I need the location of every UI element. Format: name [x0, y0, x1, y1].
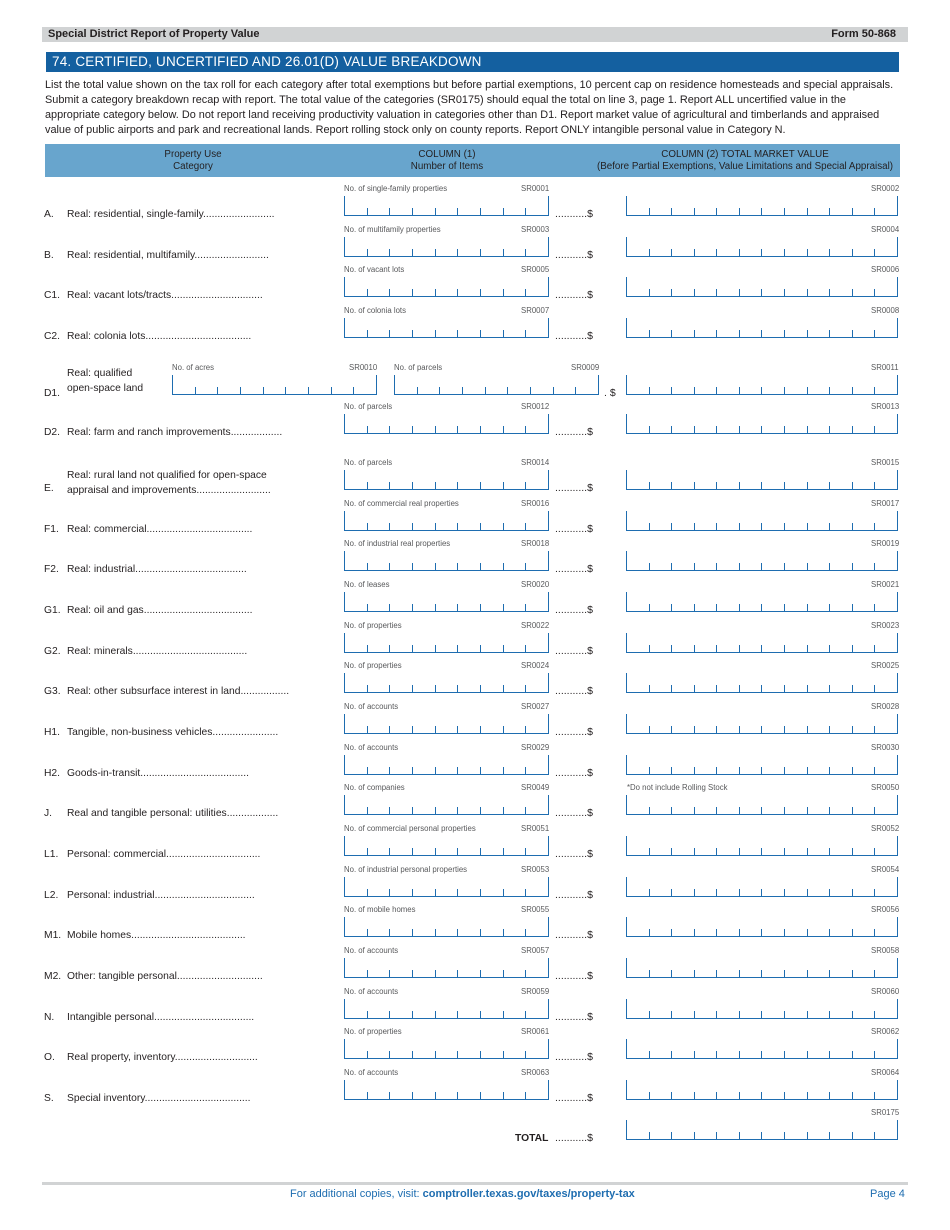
category-letter: G3.: [44, 686, 61, 697]
category-label: Real: oil and gas......................................: [67, 605, 253, 616]
count-code: SR0014: [521, 458, 550, 467]
value-leader: ...........$: [555, 1051, 593, 1063]
count-label: No. of parcels: [344, 458, 393, 467]
value-code: SR0054: [871, 865, 900, 874]
value-code: SR0062: [871, 1027, 900, 1036]
value-leader: ...........$: [555, 1092, 593, 1104]
value-code: SR0021: [871, 580, 900, 589]
category-row: [0, 578, 950, 619]
value-input[interactable]: [626, 714, 898, 734]
count-column-header: COLUMN (1) Number of Items: [410, 149, 484, 172]
value-code: SR0050: [871, 783, 900, 792]
value-input[interactable]: [626, 318, 898, 338]
acres-code: SR0010: [349, 363, 378, 372]
category-letter: H2.: [44, 768, 61, 779]
count-label: No. of commercial personal properties: [344, 824, 476, 833]
page-header: [42, 27, 908, 42]
value-input[interactable]: [626, 795, 898, 815]
value-code: SR0017: [871, 499, 900, 508]
value-leader: ...........$: [555, 929, 593, 941]
count-code: SR0053: [521, 865, 550, 874]
count-label: No. of single-family properties: [344, 184, 448, 193]
count-code: SR0027: [521, 702, 550, 711]
value-input[interactable]: [626, 277, 898, 297]
value-leader: ...........$: [555, 970, 593, 982]
section-title: 74. CERTIFIED, UNCERTIFIED AND 26.01(D) VALUE BREAKDOWN: [46, 52, 899, 72]
count-label: No. of companies: [344, 783, 405, 792]
total-row: [0, 1106, 950, 1147]
count-label: No. of mobile homes: [344, 905, 416, 914]
category-letter: F2.: [44, 564, 59, 575]
count-input[interactable]: [344, 470, 549, 490]
value-code: SR0052: [871, 824, 900, 833]
count-code: SR0061: [521, 1027, 550, 1036]
count-label: No. of accounts: [344, 1068, 399, 1077]
value-leader: ...........$: [555, 685, 593, 697]
value-leader: ...........$: [555, 1132, 593, 1144]
category-label: Real property, inventory.............................: [67, 1052, 258, 1063]
count-input[interactable]: [344, 511, 549, 531]
count-input[interactable]: [344, 237, 549, 257]
value-input[interactable]: [626, 511, 898, 531]
value-leader: ...........$: [555, 889, 593, 901]
count-label: No. of leases: [344, 580, 390, 589]
category-label: Real: qualified open-space land: [67, 368, 144, 394]
count-code: SR0049: [521, 783, 550, 792]
value-leader: ...........$: [555, 1011, 593, 1023]
category-row: [0, 361, 950, 402]
category-letter: F1.: [44, 524, 59, 535]
count-label: No. of commercial real properties: [344, 499, 459, 508]
category-letter: C1.: [44, 290, 61, 301]
category-row: [0, 400, 950, 441]
value-input[interactable]: [626, 755, 898, 775]
parcels-code: SR0009: [571, 363, 600, 372]
category-label: Real: vacant lots/tracts................................: [67, 290, 263, 301]
category-letter: C2.: [44, 331, 61, 342]
category-row: [0, 456, 950, 497]
value-input[interactable]: [626, 917, 898, 937]
category-label: Mobile homes........................................: [67, 930, 246, 941]
value-input[interactable]: [626, 375, 898, 395]
value-code: SR0019: [871, 539, 900, 548]
count-input[interactable]: [344, 277, 549, 297]
parcels-label: No. of parcels: [394, 363, 443, 372]
category-row: [0, 944, 950, 985]
form-number: Form 50-868: [831, 28, 896, 40]
count-input[interactable]: [344, 318, 549, 338]
value-leader: ...........$: [555, 289, 593, 301]
category-label: Real: commercial.....................................: [67, 524, 253, 535]
total-label: TOTAL: [515, 1133, 549, 1144]
value-input[interactable]: [626, 1080, 898, 1100]
count-input[interactable]: [344, 551, 549, 571]
count-code: SR0012: [521, 402, 550, 411]
value-code: SR0008: [871, 306, 900, 315]
category-letter: L2.: [44, 890, 59, 901]
category-letter: M2.: [44, 971, 62, 982]
count-code: SR0018: [521, 539, 550, 548]
value-input[interactable]: [626, 673, 898, 693]
count-label: No. of properties: [344, 661, 402, 670]
count-label: No. of multifamily properties: [344, 225, 441, 234]
category-row: [0, 304, 950, 345]
category-label: Real and tangible personal: utilities..................: [67, 808, 279, 819]
value-leader: ...........$: [555, 645, 593, 657]
category-label: Real: other subsurface interest in land.................: [67, 686, 290, 697]
count-code: SR0007: [521, 306, 550, 315]
footer-divider: [42, 1182, 908, 1185]
count-input[interactable]: [344, 673, 549, 693]
category-row: [0, 781, 950, 822]
value-code: SR0002: [871, 184, 900, 193]
value-code: SR0006: [871, 265, 900, 274]
value-leader: ...........$: [555, 726, 593, 738]
category-letter: E.: [44, 483, 54, 494]
value-input[interactable]: [626, 999, 898, 1019]
value-code: SR0025: [871, 661, 900, 670]
count-code: SR0022: [521, 621, 550, 630]
value-code: SR0013: [871, 402, 900, 411]
category-row: [0, 903, 950, 944]
category-label: Tangible, non-business vehicles.......................: [67, 727, 279, 738]
value-leader: ...........$: [555, 807, 593, 819]
category-letter: N.: [44, 1012, 55, 1023]
category-letter: S.: [44, 1093, 54, 1104]
category-label: Intangible personal...................................: [67, 1012, 255, 1023]
count-code: SR0051: [521, 824, 550, 833]
category-label: Personal: commercial.................................: [67, 849, 261, 860]
count-input[interactable]: [344, 877, 549, 897]
value-leader: ...........$: [555, 208, 593, 220]
count-input[interactable]: [344, 1080, 549, 1100]
acres-label: No. of acres: [172, 363, 215, 372]
category-row: [0, 263, 950, 304]
value-input[interactable]: [626, 1039, 898, 1059]
count-code: SR0016: [521, 499, 550, 508]
count-input[interactable]: [344, 755, 549, 775]
count-input[interactable]: [344, 714, 549, 734]
count-code: SR0020: [521, 580, 550, 589]
count-label: No. of accounts: [344, 702, 399, 711]
value-column-header: COLUMN (2) TOTAL MARKET VALUE (Before Partial Exemptions, Value Limitations and Special Appraisal): [596, 149, 894, 172]
value-leader: ...........$: [555, 482, 593, 494]
value-leader: ...........$: [555, 426, 593, 438]
value-leader: ...........$: [555, 848, 593, 860]
acres-input[interactable]: [172, 375, 377, 395]
footer-copies-text: For additional copies, visit: comptroller.texas.gov/taxes/property-tax: [290, 1188, 635, 1200]
count-label: No. of accounts: [344, 946, 399, 955]
category-label: Real: residential, multifamily..........................: [67, 250, 269, 261]
value-leader: ...........$: [555, 767, 593, 779]
value-leader: ...........$: [555, 563, 593, 575]
value-leader: ...........$: [555, 330, 593, 342]
category-row: [0, 741, 950, 782]
count-code: SR0001: [521, 184, 550, 193]
category-label: Special inventory.....................................: [67, 1093, 251, 1104]
category-row: [0, 182, 950, 223]
value-leader: ...........$: [555, 249, 593, 261]
value-code: SR0023: [871, 621, 900, 630]
value-code: SR0058: [871, 946, 900, 955]
category-letter: M1.: [44, 930, 62, 941]
category-row: [0, 659, 950, 700]
footer-link[interactable]: comptroller.texas.gov/taxes/property-tax: [422, 1188, 635, 1200]
category-row: [0, 619, 950, 660]
category-letter: G1.: [44, 605, 61, 616]
value-input[interactable]: [626, 592, 898, 612]
page-number: Page 4: [870, 1188, 905, 1200]
count-input[interactable]: [344, 633, 549, 653]
value-input[interactable]: [626, 958, 898, 978]
count-input[interactable]: [344, 999, 549, 1019]
value-code: SR0056: [871, 905, 900, 914]
value-note: *Do not include Rolling Stock: [627, 783, 728, 792]
category-label: Goods-in-transit......................................: [67, 768, 249, 779]
count-input[interactable]: [344, 196, 549, 216]
count-input[interactable]: [344, 917, 549, 937]
count-label: No. of industrial personal properties: [344, 865, 468, 874]
category-row: [0, 863, 950, 904]
category-letter: A.: [44, 209, 54, 220]
count-label: No. of parcels: [344, 402, 393, 411]
category-letter: J.: [44, 808, 53, 819]
value-code: SR0060: [871, 987, 900, 996]
count-input[interactable]: [344, 414, 549, 434]
value-code: SR0064: [871, 1068, 900, 1077]
count-label: No. of colonia lots: [344, 306, 406, 315]
category-label: Real: minerals........................................: [67, 646, 248, 657]
category-row: [0, 1025, 950, 1066]
total-value-input[interactable]: [626, 1120, 898, 1140]
value-code: SR0030: [871, 743, 900, 752]
value-input[interactable]: [626, 237, 898, 257]
value-input[interactable]: [626, 414, 898, 434]
value-code: SR0004: [871, 225, 900, 234]
category-label: Real: farm and ranch improvements..................: [67, 427, 283, 438]
category-letter: D1.: [44, 388, 61, 399]
value-input[interactable]: [626, 633, 898, 653]
count-input[interactable]: [344, 1039, 549, 1059]
count-code: SR0057: [521, 946, 550, 955]
count-code: SR0029: [521, 743, 550, 752]
count-label: No. of accounts: [344, 743, 399, 752]
category-letter: O.: [44, 1052, 55, 1063]
category-label: Other: tangible personal..............................: [67, 971, 263, 982]
category-letter: G2.: [44, 646, 61, 657]
value-input[interactable]: [626, 196, 898, 216]
value-input[interactable]: [626, 470, 898, 490]
category-row: [0, 1066, 950, 1107]
count-label: No. of properties: [344, 621, 402, 630]
count-code: SR0024: [521, 661, 550, 670]
count-input[interactable]: [344, 958, 549, 978]
category-letter: B.: [44, 250, 54, 261]
parcels-input[interactable]: [394, 375, 599, 395]
category-row: [0, 497, 950, 538]
count-code: SR0063: [521, 1068, 550, 1077]
category-letter: D2.: [44, 427, 61, 438]
instructions-text: List the total value shown on the tax roll for each category after total exemptions but before partial exemptions, 10 percent cap on residence homesteads and special appraisals. Submit a category breakdown recap with report. The total value of the categories (SR0175) should equal the total on line 3, page 1. Report ALL uncertified value in the appropriate category below. Do not report land receiving productivity valuation in categories other than D1. Report market value of agricultural and timberlands and appraised value of public airports and park and recreational lands. Report rolling stock only on county reports. Report ONLY intangible personal value in Category N.: [45, 79, 894, 136]
category-label: Real: colonia lots.....................................: [67, 331, 252, 342]
report-title: Special District Report of Property Value: [48, 28, 260, 40]
category-letter: L1.: [44, 849, 59, 860]
count-label: No. of industrial real properties: [344, 539, 451, 548]
category-label: Real: residential, single-family.........................: [67, 209, 275, 220]
category-row: [0, 700, 950, 741]
total-code: SR0175: [871, 1108, 900, 1117]
value-leader: ...........$: [555, 604, 593, 616]
category-row: [0, 985, 950, 1026]
count-input[interactable]: [344, 795, 549, 815]
count-label: No. of vacant lots: [344, 265, 405, 274]
count-code: SR0003: [521, 225, 550, 234]
category-row: [0, 822, 950, 863]
value-code: SR0015: [871, 458, 900, 467]
category-letter: H1.: [44, 727, 61, 738]
category-label: Real: rural land not qualified for open-space appraisal and improvements..........................: [67, 470, 271, 496]
count-input[interactable]: [344, 592, 549, 612]
count-input[interactable]: [344, 836, 549, 856]
value-input[interactable]: [626, 551, 898, 571]
value-code: SR0028: [871, 702, 900, 711]
count-label: No. of properties: [344, 1027, 402, 1036]
value-input[interactable]: [626, 836, 898, 856]
category-column-header: Property Use Category: [164, 149, 222, 172]
count-code: SR0059: [521, 987, 550, 996]
category-label: Personal: industrial...................................: [67, 890, 255, 901]
category-row: [0, 537, 950, 578]
value-input[interactable]: [626, 877, 898, 897]
count-code: SR0005: [521, 265, 550, 274]
column-header-bar: [45, 144, 900, 177]
category-row: [0, 223, 950, 264]
count-label: No. of accounts: [344, 987, 399, 996]
value-code: SR0011: [871, 363, 899, 372]
count-code: SR0055: [521, 905, 550, 914]
value-leader: . $: [604, 387, 616, 399]
value-leader: ...........$: [555, 523, 593, 535]
category-label: Real: industrial.......................................: [67, 564, 247, 575]
